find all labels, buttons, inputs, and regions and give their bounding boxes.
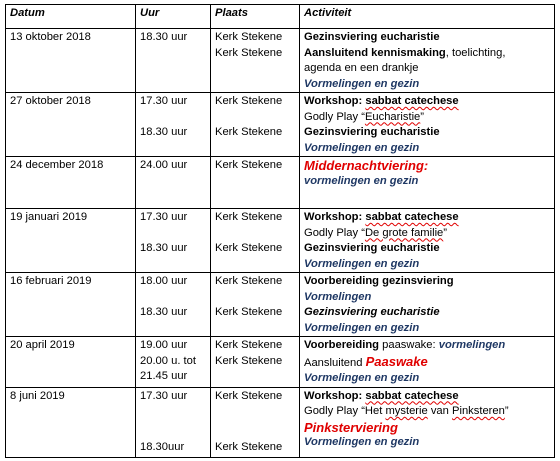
table-row	[6, 93, 555, 157]
cell-date: 8 juni 2019	[6, 387, 136, 457]
cell-time: 19.00 uur 20.00 u. tot 21.45 uur	[136, 337, 211, 388]
cell-time: 24.00 uur	[136, 157, 211, 209]
cell-activity: Gezinsviering eucharistie Aansluitend kennismaking, toelichting, agenda en een drankje Vormelingen en gezin	[300, 29, 555, 93]
cell-date: 24 december 2018	[6, 157, 136, 209]
cell-time: 18.30 uur	[136, 29, 211, 93]
header-time: Uur	[136, 5, 211, 29]
cell-activity: Workshop: sabbat catechese Godly Play “De grote familie” Gezinsviering eucharistie Vormelingen en gezin	[300, 209, 555, 273]
cell-time: 17.30 uur 18.30 uur	[136, 93, 211, 157]
table-row	[6, 209, 555, 273]
cell-time: 17.30 uur 18.30 uur	[136, 209, 211, 273]
header-activity: Activiteit	[300, 5, 555, 29]
cell-activity: Voorbereiding gezinsviering Vormelingen Gezinsviering eucharistie Vormelingen en gezin	[300, 273, 555, 337]
cell-date: 16 februari 2019	[6, 273, 136, 337]
cell-date: 27 oktober 2018	[6, 93, 136, 157]
cell-activity: Middernachtviering: vormelingen en gezin	[300, 157, 555, 209]
cell-place: Kerk Stekene Kerk Stekene	[211, 29, 300, 93]
cell-activity: Workshop: sabbat catechese Godly Play “Het mysterie van Pinksteren” Pinksterviering Vormelingen en gezin	[300, 387, 555, 457]
cell-date: 20 april 2019	[6, 337, 136, 388]
cell-place: Kerk Stekene Kerk Stekene	[211, 337, 300, 388]
cell-place: Kerk Stekene Kerk Stekene	[211, 93, 300, 157]
table-row	[6, 273, 555, 337]
cell-activity: Voorbereiding paaswake: vormelingen Aansluitend Paaswake Vormelingen en gezin	[300, 337, 555, 388]
cell-place: Kerk Stekene Kerk Stekene	[211, 209, 300, 273]
cell-place: Kerk Stekene	[211, 157, 300, 209]
table-row	[6, 337, 555, 388]
cell-date: 13 oktober 2018	[6, 29, 136, 93]
cell-activity: Workshop: sabbat catechese Godly Play “Eucharistie” Gezinsviering eucharistie Vormelingen en gezin	[300, 93, 555, 157]
table-row	[6, 29, 555, 93]
cell-date: 19 januari 2019	[6, 209, 136, 273]
header-date: Datum	[6, 5, 136, 29]
table-row	[6, 157, 555, 209]
cell-place: Kerk Stekene Kerk Stekene	[211, 387, 300, 457]
cell-time: 18.00 uur 18.30 uur	[136, 273, 211, 337]
cell-place: Kerk Stekene Kerk Stekene	[211, 273, 300, 337]
header-place: Plaats	[211, 5, 300, 29]
table-row	[6, 387, 555, 457]
cell-time: 17.30 uur 18.30uur	[136, 387, 211, 457]
schedule-table	[5, 4, 555, 458]
header-row	[6, 5, 555, 29]
